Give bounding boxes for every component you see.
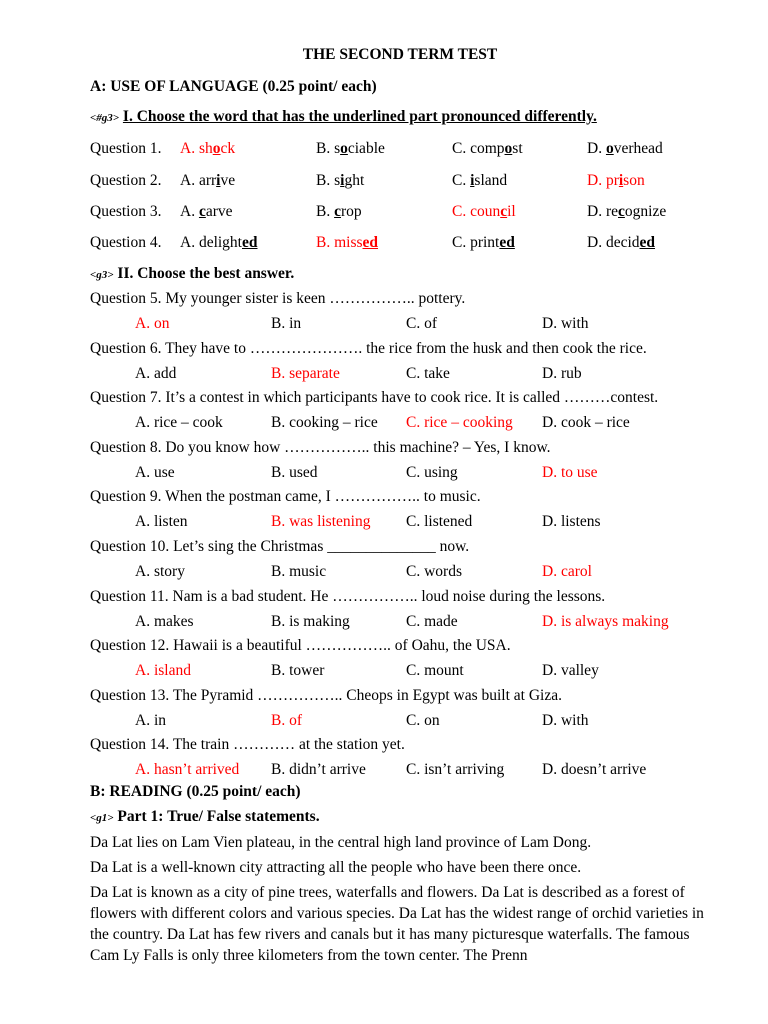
pronunciation-question — [90, 203, 710, 223]
options-row — [90, 662, 710, 682]
part-b1-heading-line — [90, 808, 320, 826]
options-row — [90, 414, 710, 434]
reading-paragraph: Da Lat lies on Lam Vien plateau, in the central high land province of Lam Dong. — [90, 834, 592, 851]
question-stem: Question 8. Do you know how …………….. this machine? – Yes, I know. — [90, 438, 551, 456]
question-number: Question 3. — [90, 203, 162, 220]
options-row — [90, 761, 710, 781]
answer-option[interactable] — [452, 234, 515, 252]
answer-option[interactable] — [180, 140, 235, 158]
answer-option[interactable]: C. using — [406, 463, 458, 481]
underlined-part: i — [618, 172, 624, 189]
underlined-part: o — [504, 140, 513, 157]
question-number: Question 1. — [90, 140, 162, 157]
reading-paragraph: Da Lat is a well-known city attracting all the people who have been there once. — [90, 859, 582, 876]
answer-option[interactable]: C. mount — [406, 662, 464, 680]
option-text: ck — [220, 140, 236, 157]
underlined-part: i — [216, 172, 221, 189]
answer-option[interactable]: D. cook – rice — [542, 414, 630, 432]
option-text: C. comp — [452, 140, 505, 157]
answer-option[interactable] — [587, 172, 645, 190]
underlined-part: c — [618, 203, 625, 220]
answer-option[interactable]: A. on — [135, 315, 170, 332]
answer-option[interactable] — [316, 140, 385, 158]
question-stem: Question 7. It’s a contest in which participants have to cook rice. It is called ………contest. — [90, 389, 659, 407]
question-stem: Question 13. The Pyramid …………….. Cheops in Egypt was built at Giza. — [90, 686, 562, 704]
answer-option[interactable]: B. used — [271, 463, 318, 481]
option-text: A. delight — [180, 234, 242, 251]
option-text: ognize — [624, 203, 667, 220]
option-text: B. s — [316, 172, 341, 189]
underlined-part: c — [334, 203, 341, 220]
reading-paragraph: Da Lat is known as a city of pine trees, waterfalls and flowers. Da Lat is described as a forest of flowers with different colors and various species. Da Lat has the widest range of orchid varieties in the country. Da Lat has few rivers and canals but it has many picturesque waterfalls. The famous Cam Ly Falls is only three kilometers from the town center. The Prenn — [90, 884, 704, 964]
answer-option[interactable]: B. separate — [271, 364, 340, 382]
answer-option[interactable]: B. tower — [271, 662, 325, 680]
option-text: st — [512, 140, 523, 157]
question-stem: Question 6. They have to …………………. the rice from the husk and then cook the rice. — [90, 339, 647, 357]
underlined-part: ed — [242, 234, 258, 251]
answer-option[interactable]: C. of — [406, 315, 437, 332]
option-text: B. s — [316, 140, 341, 157]
answer-option[interactable]: A. makes — [135, 612, 194, 630]
answer-option[interactable] — [587, 234, 655, 252]
answer-option[interactable]: A. use — [135, 463, 175, 481]
underlined-part: ed — [639, 234, 656, 251]
underlined-part: c — [198, 203, 206, 220]
underlined-part: c — [500, 203, 508, 220]
option-text: verhead — [613, 140, 663, 157]
answer-option[interactable]: B. didn’t arrive — [271, 761, 366, 779]
answer-option[interactable] — [587, 140, 663, 158]
options-row — [90, 513, 710, 533]
answer-option[interactable]: B. in — [271, 315, 302, 332]
answer-option[interactable]: A. hasn’t arrived — [135, 761, 240, 779]
answer-option[interactable]: A. story — [135, 563, 185, 580]
answer-option[interactable]: B. is making — [271, 612, 350, 630]
answer-option[interactable]: D. rub — [542, 364, 582, 382]
pronunciation-question — [90, 172, 710, 192]
options-row — [90, 563, 710, 583]
answer-option[interactable]: C. take — [406, 364, 450, 382]
underlined-part: ed — [362, 234, 379, 251]
option-text: sland — [474, 172, 508, 189]
option-text: ght — [344, 172, 365, 189]
options-row — [90, 464, 710, 484]
answer-option[interactable] — [452, 203, 516, 221]
answer-option[interactable]: D. to use — [542, 463, 598, 481]
answer-option[interactable]: A. island — [135, 662, 191, 680]
section-a-heading: A: USE OF LANGUAGE (0.25 point/ each) — [90, 78, 377, 95]
option-text: B. miss — [316, 234, 363, 251]
option-text: C. — [452, 172, 471, 189]
answer-option[interactable] — [180, 203, 233, 221]
answer-option[interactable] — [316, 203, 362, 221]
underlined-part: i — [470, 172, 475, 189]
question-stem: Question 10. Let’s sing the Christmas ______________ now. — [90, 538, 470, 555]
option-text: arve — [205, 203, 233, 220]
answer-option[interactable] — [452, 140, 523, 158]
pronunciation-question — [90, 234, 710, 254]
option-text: A. arr — [180, 172, 217, 189]
answer-option[interactable]: C. words — [406, 563, 462, 580]
part-1-heading: I. Choose the word that has the underlined part pronounced differently. — [122, 108, 597, 125]
underlined-part: o — [212, 140, 221, 157]
underlined-part: ed — [499, 234, 515, 251]
answer-option[interactable] — [452, 172, 507, 190]
part-2-heading: II. Choose the best answer. — [117, 265, 295, 282]
answer-option[interactable]: C. listened — [406, 513, 473, 531]
option-text: A. — [180, 203, 199, 220]
options-row — [90, 712, 710, 732]
page-title: THE SECOND TERM TEST — [302, 46, 498, 63]
answer-option[interactable]: D. doesn’t arrive — [542, 761, 647, 779]
option-text: C. coun — [452, 203, 501, 220]
option-text: son — [623, 172, 645, 189]
answer-option[interactable]: D. carol — [542, 563, 592, 580]
part-2-heading-line — [90, 265, 294, 283]
part-b1-tag: <g1> — [90, 812, 114, 824]
answer-option[interactable]: A. listen — [135, 513, 188, 531]
answer-option[interactable]: B. music — [271, 563, 327, 580]
options-row — [90, 613, 710, 633]
answer-option[interactable]: C. on — [406, 711, 440, 729]
answer-option[interactable]: D. listens — [542, 513, 601, 531]
part-1-tag: <#g3> — [90, 112, 120, 124]
question-stem: Question 9. When the postman came, I …………….. to music. — [90, 488, 481, 506]
underlined-part: i — [340, 172, 345, 189]
question-stem: Question 14. The train ………… at the station yet. — [90, 736, 405, 754]
pronunciation-question — [90, 140, 710, 160]
option-text: ve — [220, 172, 236, 189]
question-stem: Question 11. Nam is a bad student. He …………….. loud noise during the lessons. — [90, 587, 606, 605]
option-text: D. re — [587, 203, 618, 220]
question-number: Question 4. — [90, 234, 162, 251]
answer-option[interactable]: C. isn’t arriving — [406, 761, 505, 779]
option-text: D. pr — [587, 172, 619, 189]
answer-option[interactable] — [587, 203, 666, 221]
answer-option[interactable]: B. of — [271, 711, 302, 729]
answer-option[interactable]: D. is always making — [542, 612, 669, 630]
option-text: rop — [340, 203, 362, 220]
option-text: D. decid — [587, 234, 640, 251]
answer-option[interactable] — [180, 234, 258, 252]
answer-option[interactable]: A. rice – cook — [135, 414, 223, 432]
section-b-heading: B: READING (0.25 point/ each) — [90, 783, 301, 800]
answer-option[interactable]: B. cooking – rice — [271, 414, 378, 432]
question-stem: Question 12. Hawaii is a beautiful …………….. of Oahu, the USA. — [90, 637, 511, 655]
question-number: Question 2. — [90, 172, 162, 189]
underlined-part: o — [340, 140, 348, 157]
part-b1-heading: Part 1: True/ False statements. — [117, 808, 320, 825]
option-text: B. — [316, 203, 335, 220]
answer-option[interactable]: B. was listening — [271, 513, 371, 531]
option-text: C. print — [452, 234, 500, 251]
option-text: D. — [587, 140, 606, 157]
part-2-tag: <g3> — [90, 269, 114, 281]
answer-option[interactable]: A. in — [135, 711, 166, 729]
question-stem: Question 5. My younger sister is keen …………….. pottery. — [90, 290, 466, 307]
underlined-part: o — [605, 140, 614, 157]
option-text: A. sh — [180, 140, 213, 157]
option-text: il — [507, 203, 516, 220]
answer-option[interactable]: D. with — [542, 315, 589, 332]
option-text: ciable — [347, 140, 385, 157]
answer-option[interactable] — [316, 234, 378, 252]
part-1-heading-line — [90, 108, 597, 126]
options-row — [90, 365, 710, 385]
options-row — [90, 315, 710, 335]
answer-option[interactable]: D. with — [542, 711, 589, 729]
answer-option[interactable]: A. add — [135, 364, 177, 382]
answer-option[interactable]: C. made — [406, 612, 458, 630]
answer-option[interactable] — [180, 172, 235, 190]
answer-option[interactable]: C. rice – cooking — [406, 414, 513, 432]
answer-option[interactable] — [316, 172, 364, 190]
answer-option[interactable]: D. valley — [542, 662, 599, 680]
